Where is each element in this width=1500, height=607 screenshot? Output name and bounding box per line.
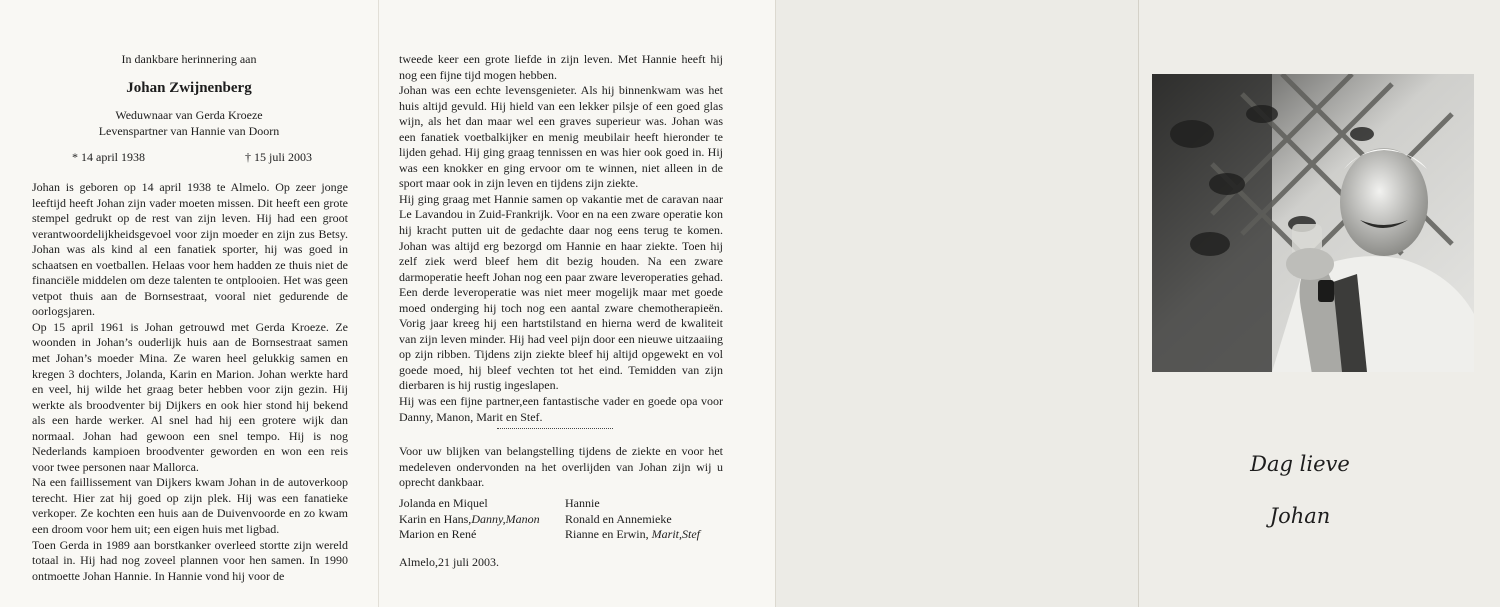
paragraph: Johan was een echte levensgenieter. Als hij binnenkwam was het huis altijd gevuld. Hij hield van een lekker pilsje of een goed glas wijn, als het dan maar wel een graves superieur was. Johan was een fanatiek voetbalkijker en menig meubilair heeft hieronder te lijden gehad. Hij ging graag tennissen en was hier ook goed in. Hij was een knokker en ging ervoor om te winnen, niet alleen in de sport maar ook in zijn leven en tijdens zijn ziekte.	[399, 83, 723, 191]
panel-left	[0, 0, 378, 607]
dotted-separator	[497, 428, 613, 429]
panel-right	[1138, 0, 1500, 607]
signer: Jolanda en Miquel	[399, 496, 488, 510]
signer: Marion en René	[399, 527, 477, 542]
paragraph: Na een faillissement van Dijkers kwam Johan in de autoverkoop terecht. Hier zat hij goed op zijn plek. Hij was een fanatieke verkoper. Ze kochten een huis aan de Duivenvoorde en zo kwam een droom voor hem uit; een eigen huis met ligbad.	[32, 475, 348, 537]
intro-text: In dankbare herinnering aan	[121, 52, 257, 66]
portrait-photo	[1152, 74, 1474, 372]
life-dates	[72, 150, 312, 165]
panel-blank	[775, 0, 1138, 607]
signers-column-2	[565, 496, 739, 543]
deceased-name: Johan Zwijnenberg	[126, 80, 252, 96]
paragraph: Op 15 april 1961 is Johan getrouwd met Gerda Kroeze. Ze woonden in Johan’s ouderlijk huis aan de Bornsestraat samen met Johan’s moeder Mina. Ze waren heel gelukkig samen en kregen 3 dochters, Jolanda, Karin en Marion. Johan werkte hard en veel, hij wilde het graag beter hebben voor zijn gezin. Hij werkte als broodventer bij Dijkers en ook hier stond hij bekend als een harde werker. Al snel had hij een grotere wijk dan normaal. Johan had gewoon een snel tempo. Hij is nog Nederlands kampioen broodventer geworden en won een reis voor twee personen naar Mallorca.	[32, 319, 348, 474]
paragraph: Hij was een fijne partner,een fantastische vader en goede opa voor Danny, Manon, Marit en Stef.	[399, 394, 723, 424]
farewell-line-1: Dag lieve	[1250, 452, 1350, 476]
signer: Ronald en Annemieke	[565, 511, 672, 526]
paragraph: Toen Gerda in 1989 aan borstkanker overleed stortte zijn wereld totaal in. Hij had nog zoveel plannen voor hen samen. In 1990 ontmoette Johan Hannie. In Hannie vond hij voor de	[32, 537, 348, 583]
biography-part-1	[32, 180, 348, 584]
signer: Rianne en Erwin, Marit,Stef	[565, 527, 700, 542]
signer: Karin en Hans,Danny,Manon	[399, 511, 540, 526]
relation-line-1: Weduwnaar van Gerda Kroeze	[115, 108, 263, 122]
thanks-text: Voor uw blijken van belangstelling tijdens de ziekte en voor het medeleven ondervonden na het overlijden van Johan zijn wij u oprecht dankbaar.	[399, 444, 723, 490]
signer: Hannie	[565, 496, 600, 510]
paragraph: Hij ging graag met Hannie samen op vakantie met de caravan naar Le Lavandou in Zuid-Frankrijk. Voor en na een zware operatie kon hij kracht putten uit de gedachte daar nog eens terug te komen. Johan was altijd erg bezorgd om Hannie en haar ziekte. Toen hij zelf ziek werd bleef hem dit bezig houden. Na een zware darmoperatie heeft Johan nog een paar zware leveroperaties gehad. Een derde leveroperatie was niet meer mogelijk maar met goede moed onderging hij toch nog een aantal zware chemotherapieën. Vorig jaar kreeg hij een hartstilstand en hierna werd de kwaliteit van zijn leven minder. Hij had veel pijn door een nieuwe uitzaaiing op zijn ribben. Tijdens zijn ziekte bleef hij altijd opgewekt en vol goede moed, hij bleef vechten tot het eind. Temidden van zijn dierbaren is hij rustig ingeslapen.	[399, 191, 723, 393]
signers-column-1	[399, 496, 565, 543]
paragraph: Johan is geboren op 14 april 1938 te Almelo. Op zeer jonge leeftijd heeft Johan zijn vader moeten missen. Dit heeft een grote stempel gedrukt op de rest van zijn leven. Hij had een groot verantwoordelijkheidsgevoel voor zijn moeder en zijn zus Betsy. Johan was als kind al een fanatiek sporter, hij was goed in schaatsen en voetballen. Helaas voor hem hadden ze thuis niet de financiële middelen om deze talenten te ontplooien. Het was geen vetpot thuis aan de Bornsestraat, vooral niet gedurende de oorlogsjaren.	[32, 180, 348, 319]
place-date: Almelo,21 juli 2003.	[399, 555, 499, 569]
signers	[399, 496, 739, 543]
death-date: † 15 juli 2003	[244, 150, 312, 164]
relations	[0, 108, 378, 139]
biography-part-2	[399, 52, 723, 425]
paragraph: tweede keer een grote liefde in zijn leven. Met Hannie heeft hij nog een fijne tijd mogen hebben.	[399, 52, 723, 82]
relation-line-2: Levenspartner van Hannie van Doorn	[98, 123, 280, 138]
panel-middle	[378, 0, 775, 607]
farewell-line-2: Johan	[1269, 504, 1331, 528]
birth-date: * 14 april 1938	[72, 150, 145, 164]
